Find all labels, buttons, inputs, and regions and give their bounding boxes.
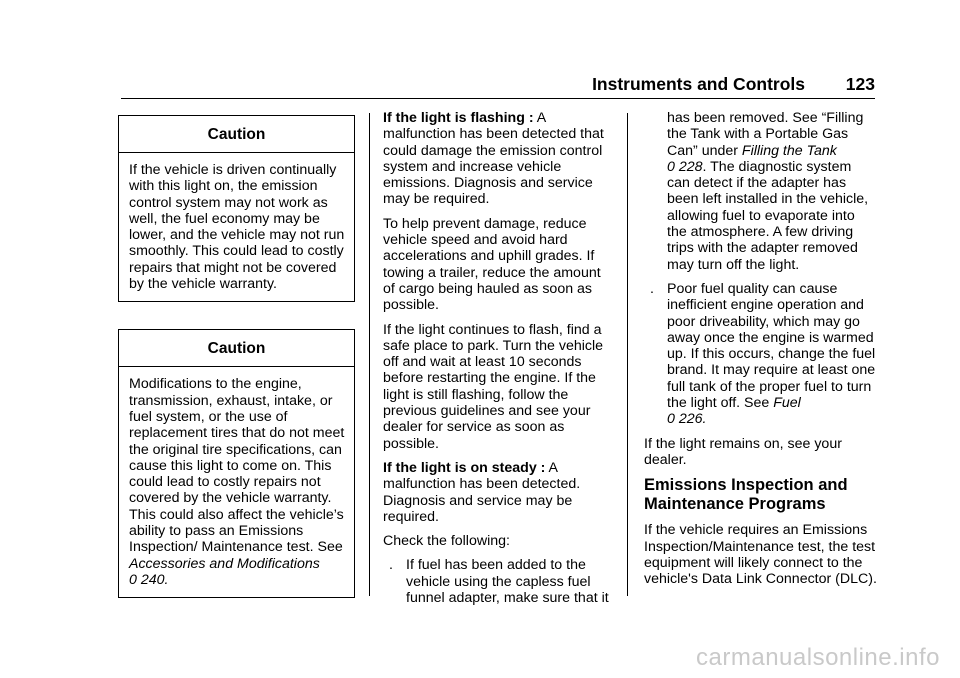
column-divider-right xyxy=(627,113,628,596)
caution-box-2 xyxy=(118,329,355,598)
caution-body-text: Modifications to the engine, transmission, exhaust, intake, or fuel system, or the use of replacement tires that do not meet the original tire specifications, can cause this light to come on. This could lead to costly repairs not covered by the vehicle warranty. This could also affect the vehicle’s ability to pass an Emissions Inspection/ Maintenance test. See xyxy=(129,376,345,556)
column-divider-left xyxy=(369,113,370,596)
page-reference[interactable]: 0 228 xyxy=(667,158,703,175)
bullet-text: has been removed. See “Filling the Tank with a Portable Gas Can” under xyxy=(667,110,864,159)
flashing-text: A malfunction has been detected that could damage the emission control system and increase vehicle emissions. Diagnosis and service may be required. xyxy=(383,110,604,208)
bullet-text: Poor fuel quality can cause inefficient engine operation and poor driveability, which may go away once the engine is warmed up. If this occurs, change the fuel brand. It may require at least one full tank of the proper fuel to turn the light off. See xyxy=(667,280,876,412)
column-left xyxy=(118,110,355,598)
caution-text xyxy=(119,367,354,597)
caution-box-1 xyxy=(118,115,355,302)
paragraph-prevent-damage: To help prevent damage, reduce vehicle speed and avoid hard accelerations and uphill grades. If towing a trailer, reduce the amount of cargo being hauled as soon as possible. xyxy=(383,215,601,314)
bullet-item-fuel-funnel xyxy=(383,557,613,606)
steady-label: If the light is on steady : xyxy=(383,459,546,476)
paragraph-steady xyxy=(383,460,613,525)
page-header xyxy=(121,0,875,99)
page-reference[interactable]: 0 226. xyxy=(667,411,707,428)
cross-reference-link[interactable]: Filling the Tank xyxy=(741,142,837,159)
column-middle xyxy=(383,110,613,614)
bullet-item-fuel-quality xyxy=(644,281,877,428)
column-right xyxy=(644,110,877,595)
paragraph-programs: If the vehicle requires an Emissions Inspection/Maintenance test, the test equipment will likely connect to the vehicle's Data Link Connector (DLC). xyxy=(644,522,877,588)
steady-text: A malfunction has been detected. Diagnosis and service may be required. xyxy=(383,459,581,525)
section-title: Instruments and Controls xyxy=(592,74,805,94)
bullet-text: If fuel has been added to the vehicle using the capless fuel funnel adapter, make sure that it xyxy=(406,557,609,607)
bullet-marker: . xyxy=(650,280,654,297)
paragraph-remains-on: If the light remains on, see your dealer. xyxy=(644,435,842,468)
section-heading: Emissions Inspection and Maintenance Programs xyxy=(644,476,848,514)
page-reference[interactable]: 0 240. xyxy=(129,571,169,588)
cross-reference-link[interactable]: Accessories and Modifications xyxy=(129,555,320,572)
cross-reference-link[interactable]: Fuel xyxy=(773,395,801,412)
bullet-marker: . xyxy=(389,557,393,574)
bullet-item-fuel-funnel-continued xyxy=(644,110,877,273)
page-number: 123 xyxy=(845,74,875,94)
caution-title: Caution xyxy=(119,330,354,367)
caution-title: Caution xyxy=(119,116,354,153)
bullet-text: . The diagnostic system can detect if the adapter has been left installed in the vehicle, allowing fuel to evaporate into the atmosphere. A few driving trips with the adapter removed may turn off the light. xyxy=(667,158,869,273)
paragraph-continues-flash: If the light continues to flash, find a safe place to park. Turn the vehicle off and wait at least 10 seconds before restarting the engine. If the light is still flashing, follow the previous guidelines and see your dealer for service as soon as possible. xyxy=(383,321,604,452)
paragraph-flashing xyxy=(383,110,613,208)
flashing-label: If the light is flashing : xyxy=(383,110,534,126)
caution-text: If the vehicle is driven continually with this light on, the emission control system may not work as well, the fuel economy may be lower, and the vehicle may not run smoothly. This could lead to costly repairs that might not be covered by the vehicle warranty. xyxy=(129,162,345,293)
watermark: carmanualsonline.info xyxy=(696,644,940,671)
paragraph-check: Check the following: xyxy=(383,533,510,550)
